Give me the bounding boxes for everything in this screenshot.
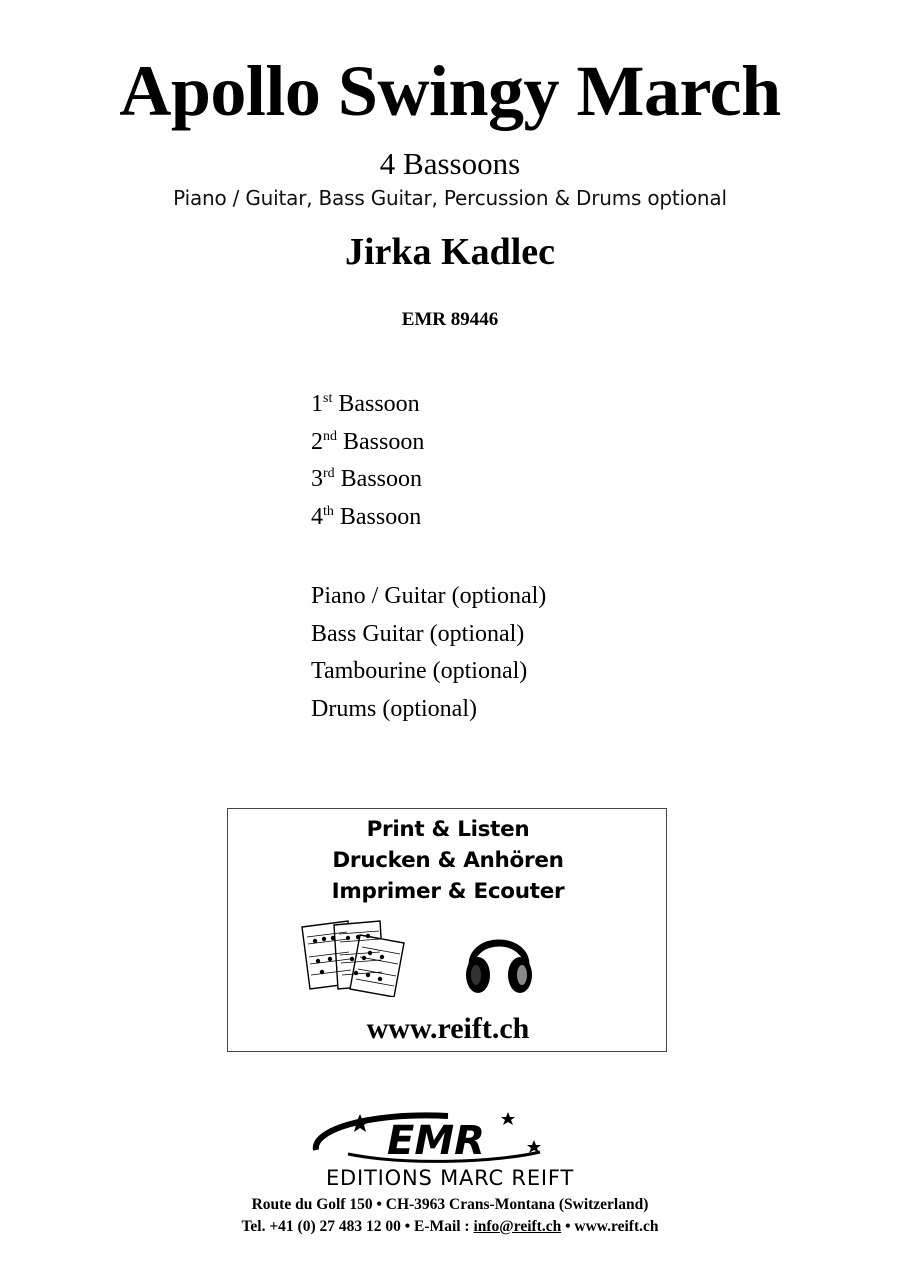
part-item: 1st Bassoon xyxy=(311,391,420,417)
optional-parts-list xyxy=(311,578,546,729)
promo-line-french: Imprimer & Ecouter xyxy=(331,879,565,904)
emr-logo xyxy=(308,1110,548,1166)
page-title: Apollo Swingy March xyxy=(119,51,781,131)
catalog-number: EMR 89446 xyxy=(401,309,499,330)
print-listen-box xyxy=(227,808,667,1052)
promo-line-german: Drucken & Anhören xyxy=(332,848,564,873)
part-item: 3rd Bassoon xyxy=(311,466,423,493)
optional-instruments-line: Piano / Guitar, Bass Guitar, Percussion & Drums optional xyxy=(173,186,727,210)
part-item: 2nd Bassoon xyxy=(311,428,425,455)
promo-website-link[interactable]: www.reift.ch xyxy=(366,1012,530,1045)
optional-part-item: Tambourine (optional) xyxy=(311,658,528,685)
publisher-address: Route du Golf 150 • CH-3963 Crans-Montana (Switzerland) xyxy=(251,1196,649,1213)
headphones-icon xyxy=(464,923,534,999)
instrumentation: 4 Bassoons xyxy=(379,146,521,181)
parts-list xyxy=(311,386,424,537)
optional-part-item: Drums (optional) xyxy=(311,696,477,723)
email-link[interactable]: info@reift.ch xyxy=(473,1218,562,1235)
publisher-name: EDITIONS MARC REIFT xyxy=(325,1166,575,1190)
sheet-music-icon xyxy=(300,917,412,997)
publisher-contact: Tel. +41 (0) 27 483 12 00 • E-Mail : info@reift.ch • www.reift.ch xyxy=(241,1218,659,1235)
emr-logo-text: EMR xyxy=(387,1118,485,1164)
part-item: 4th Bassoon xyxy=(311,504,422,531)
optional-part-item: Bass Guitar (optional) xyxy=(311,620,525,647)
composer-name: Jirka Kadlec xyxy=(344,231,556,273)
promo-line-english: Print & Listen xyxy=(366,817,530,842)
optional-part-item: Piano / Guitar (optional) xyxy=(311,583,547,609)
